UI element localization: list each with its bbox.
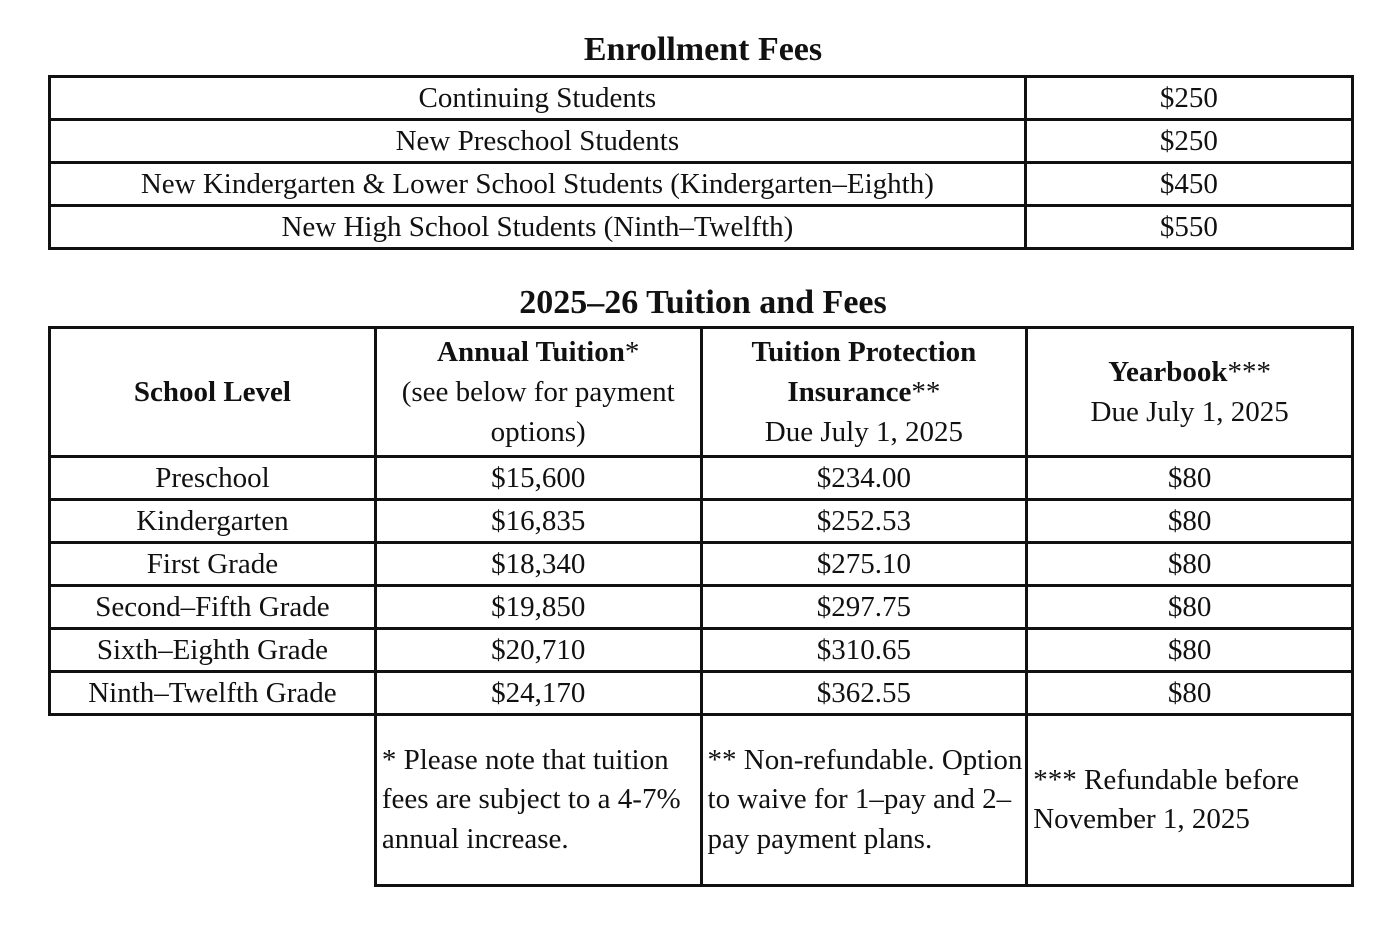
tuition-protection: $297.75 bbox=[701, 586, 1027, 629]
tuition-protection: $275.10 bbox=[701, 543, 1027, 586]
annual-tuition: $20,710 bbox=[375, 629, 701, 672]
enrollment-label: New Kindergarten & Lower School Students (Kindergarten–Eighth) bbox=[50, 163, 1026, 206]
enrollment-fee: $550 bbox=[1025, 206, 1352, 249]
table-row bbox=[50, 629, 1353, 672]
school-level: Kindergarten bbox=[50, 500, 376, 543]
header-tuition-protection-label: Tuition Protection Insurance bbox=[751, 336, 977, 408]
header-yearbook bbox=[1027, 328, 1353, 457]
enrollment-fee: $450 bbox=[1025, 163, 1352, 206]
school-level: Second–Fifth Grade bbox=[50, 586, 376, 629]
header-annual-tuition bbox=[375, 328, 701, 457]
table-row bbox=[50, 672, 1353, 715]
school-level: Preschool bbox=[50, 457, 376, 500]
yearbook-fee: $80 bbox=[1027, 672, 1353, 715]
school-level: Sixth–Eighth Grade bbox=[50, 629, 376, 672]
annual-tuition: $18,340 bbox=[375, 543, 701, 586]
table-row bbox=[50, 120, 1353, 163]
header-tuition-protection-sub: Due July 1, 2025 bbox=[764, 416, 963, 448]
table-row bbox=[50, 77, 1353, 120]
enrollment-fee: $250 bbox=[1025, 120, 1352, 163]
header-yearbook-mark: *** bbox=[1227, 356, 1271, 388]
enrollment-label: Continuing Students bbox=[50, 77, 1026, 120]
annual-tuition: $19,850 bbox=[375, 586, 701, 629]
tuition-protection: $362.55 bbox=[701, 672, 1027, 715]
table-row bbox=[50, 206, 1353, 249]
tuition-fees-table bbox=[48, 326, 1354, 887]
header-annual-tuition-label: Annual Tuition bbox=[437, 336, 625, 368]
header-yearbook-label: Yearbook bbox=[1108, 356, 1228, 388]
yearbook-fee: $80 bbox=[1027, 457, 1353, 500]
tuition-protection: $234.00 bbox=[701, 457, 1027, 500]
header-yearbook-sub: Due July 1, 2025 bbox=[1090, 396, 1289, 428]
table-header-row bbox=[50, 328, 1353, 457]
enrollment-label: New High School Students (Ninth–Twelfth) bbox=[50, 206, 1026, 249]
footnote-yearbook: *** Refundable before November 1, 2025 bbox=[1027, 715, 1353, 886]
school-level: First Grade bbox=[50, 543, 376, 586]
yearbook-fee: $80 bbox=[1027, 543, 1353, 586]
table-row bbox=[50, 543, 1353, 586]
enrollment-fees-table bbox=[48, 75, 1354, 250]
annual-tuition: $15,600 bbox=[375, 457, 701, 500]
tuition-protection: $310.65 bbox=[701, 629, 1027, 672]
enrollment-label: New Preschool Students bbox=[50, 120, 1026, 163]
annual-tuition: $16,835 bbox=[375, 500, 701, 543]
table-row bbox=[50, 500, 1353, 543]
header-tuition-protection bbox=[701, 328, 1027, 457]
annual-tuition: $24,170 bbox=[375, 672, 701, 715]
header-school-level-label: School Level bbox=[133, 376, 291, 408]
footnote-tuition-protection: ** Non-refundable. Option to waive for 1–pay and 2–pay payment plans. bbox=[701, 715, 1027, 886]
yearbook-fee: $80 bbox=[1027, 629, 1353, 672]
footnote-row bbox=[50, 715, 1353, 886]
table-row bbox=[50, 457, 1353, 500]
enrollment-fees-title: Enrollment Fees bbox=[583, 31, 823, 68]
header-annual-tuition-sub: (see below for payment options) bbox=[401, 376, 675, 448]
yearbook-fee: $80 bbox=[1027, 586, 1353, 629]
table-row bbox=[50, 163, 1353, 206]
school-level: Ninth–Twelfth Grade bbox=[50, 672, 376, 715]
footnote-blank-cell bbox=[50, 715, 376, 886]
table-row bbox=[50, 586, 1353, 629]
tuition-fees-title: 2025–26 Tuition and Fees bbox=[519, 284, 887, 321]
header-annual-tuition-mark: * bbox=[624, 336, 640, 368]
yearbook-fee: $80 bbox=[1027, 500, 1353, 543]
header-tuition-protection-mark: ** bbox=[911, 376, 941, 408]
footnote-annual-tuition: * Please note that tuition fees are subject to a 4-7% annual increase. bbox=[375, 715, 701, 886]
header-school-level bbox=[50, 328, 376, 457]
tuition-protection: $252.53 bbox=[701, 500, 1027, 543]
enrollment-fee: $250 bbox=[1025, 77, 1352, 120]
